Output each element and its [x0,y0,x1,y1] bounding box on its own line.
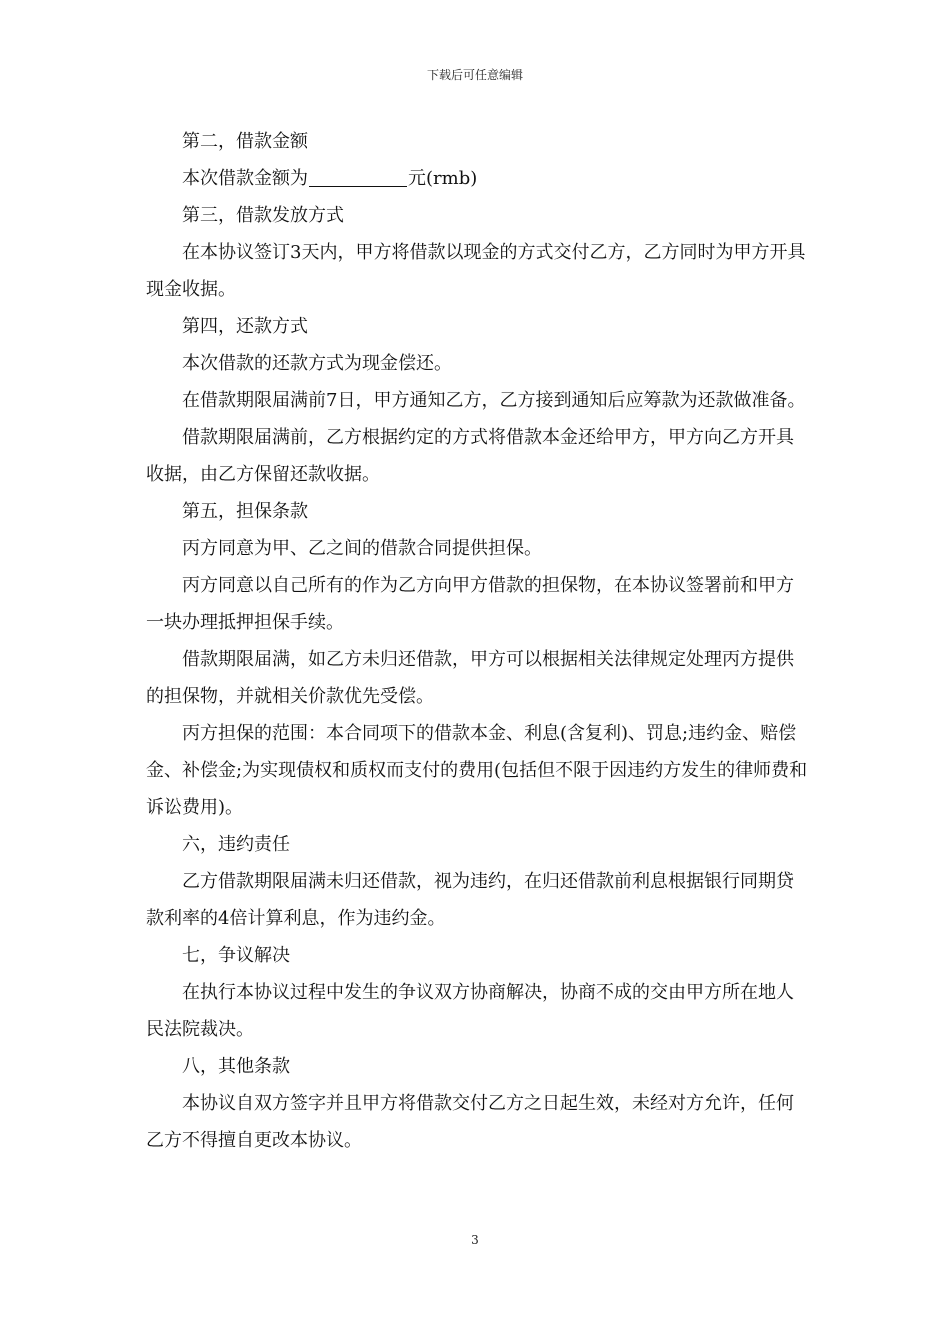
paragraph-guarantee-scope: 丙方担保的范围：本合同项下的借款本金、利息(含复利)、罚息;违约金、赔偿金、补偿金;为实现债权和质权而支付的费用(包括但不限于因违约方发生的律师费和诉讼费用)。 [146,723,808,818]
paragraph-guarantee-default: 借款期限届满，如乙方未归还借款，甲方可以根据相关法律规定处理丙方提供的担保物，并就相关价款优先受偿。 [146,649,794,707]
paragraph-breach: 乙方借款期限届满未归还借款，视为违约，在归还借款前利息根据银行同期贷款利率的4倍计算利息，作为违约金。 [146,871,794,929]
page-header: 下载后可任意编辑 [426,68,523,82]
section-heading-amount: 第二，借款金额 [182,131,308,152]
section-heading-guarantee: 第五，担保条款 [182,501,308,522]
paragraph-guarantee-consent: 丙方同意为甲、乙之间的借款合同提供担保。 [182,538,542,559]
page-number: 3 [471,1233,479,1247]
paragraph-other: 本协议自双方签字并且甲方将借款交付乙方之日起生效，未经对方允许，任何乙方不得擅自更改本协议。 [146,1093,794,1151]
paragraph-repayment-method: 本次借款的还款方式为现金偿还。 [182,353,452,374]
section-heading-repayment: 第四，还款方式 [182,316,308,337]
paragraph-disbursement: 在本协议签订3天内，甲方将借款以现金的方式交付乙方，乙方同时为甲方开具现金收据。 [146,242,806,300]
paragraph-dispute: 在执行本协议过程中发生的争议双方协商解决，协商不成的交由甲方所在地人民法院裁决。 [146,982,794,1040]
section-heading-dispute: 七，争议解决 [182,945,290,966]
document-body [146,123,810,1159]
amount-blank-field[interactable] [309,168,407,187]
section-heading-other: 八，其他条款 [182,1056,290,1077]
section-heading-disbursement: 第三，借款发放方式 [182,205,344,226]
section-heading-breach: 六，违约责任 [182,834,290,855]
paragraph-guarantee-collateral: 丙方同意以自己所有的作为乙方向甲方借款的担保物，在本协议签署前和甲方一块办理抵押担保手续。 [146,575,794,633]
amount-line [146,160,810,197]
paragraph-repayment-notice: 在借款期限届满前7日，甲方通知乙方，乙方接到通知后应筹款为还款做准备。 [182,390,806,411]
amount-suffix: 元(rmb) [408,168,478,189]
amount-prefix: 本次借款金额为 [182,168,308,189]
paragraph-repayment-principal: 借款期限届满前，乙方根据约定的方式将借款本金还给甲方，甲方向乙方开具收据，由乙方保留还款收据。 [146,427,794,485]
